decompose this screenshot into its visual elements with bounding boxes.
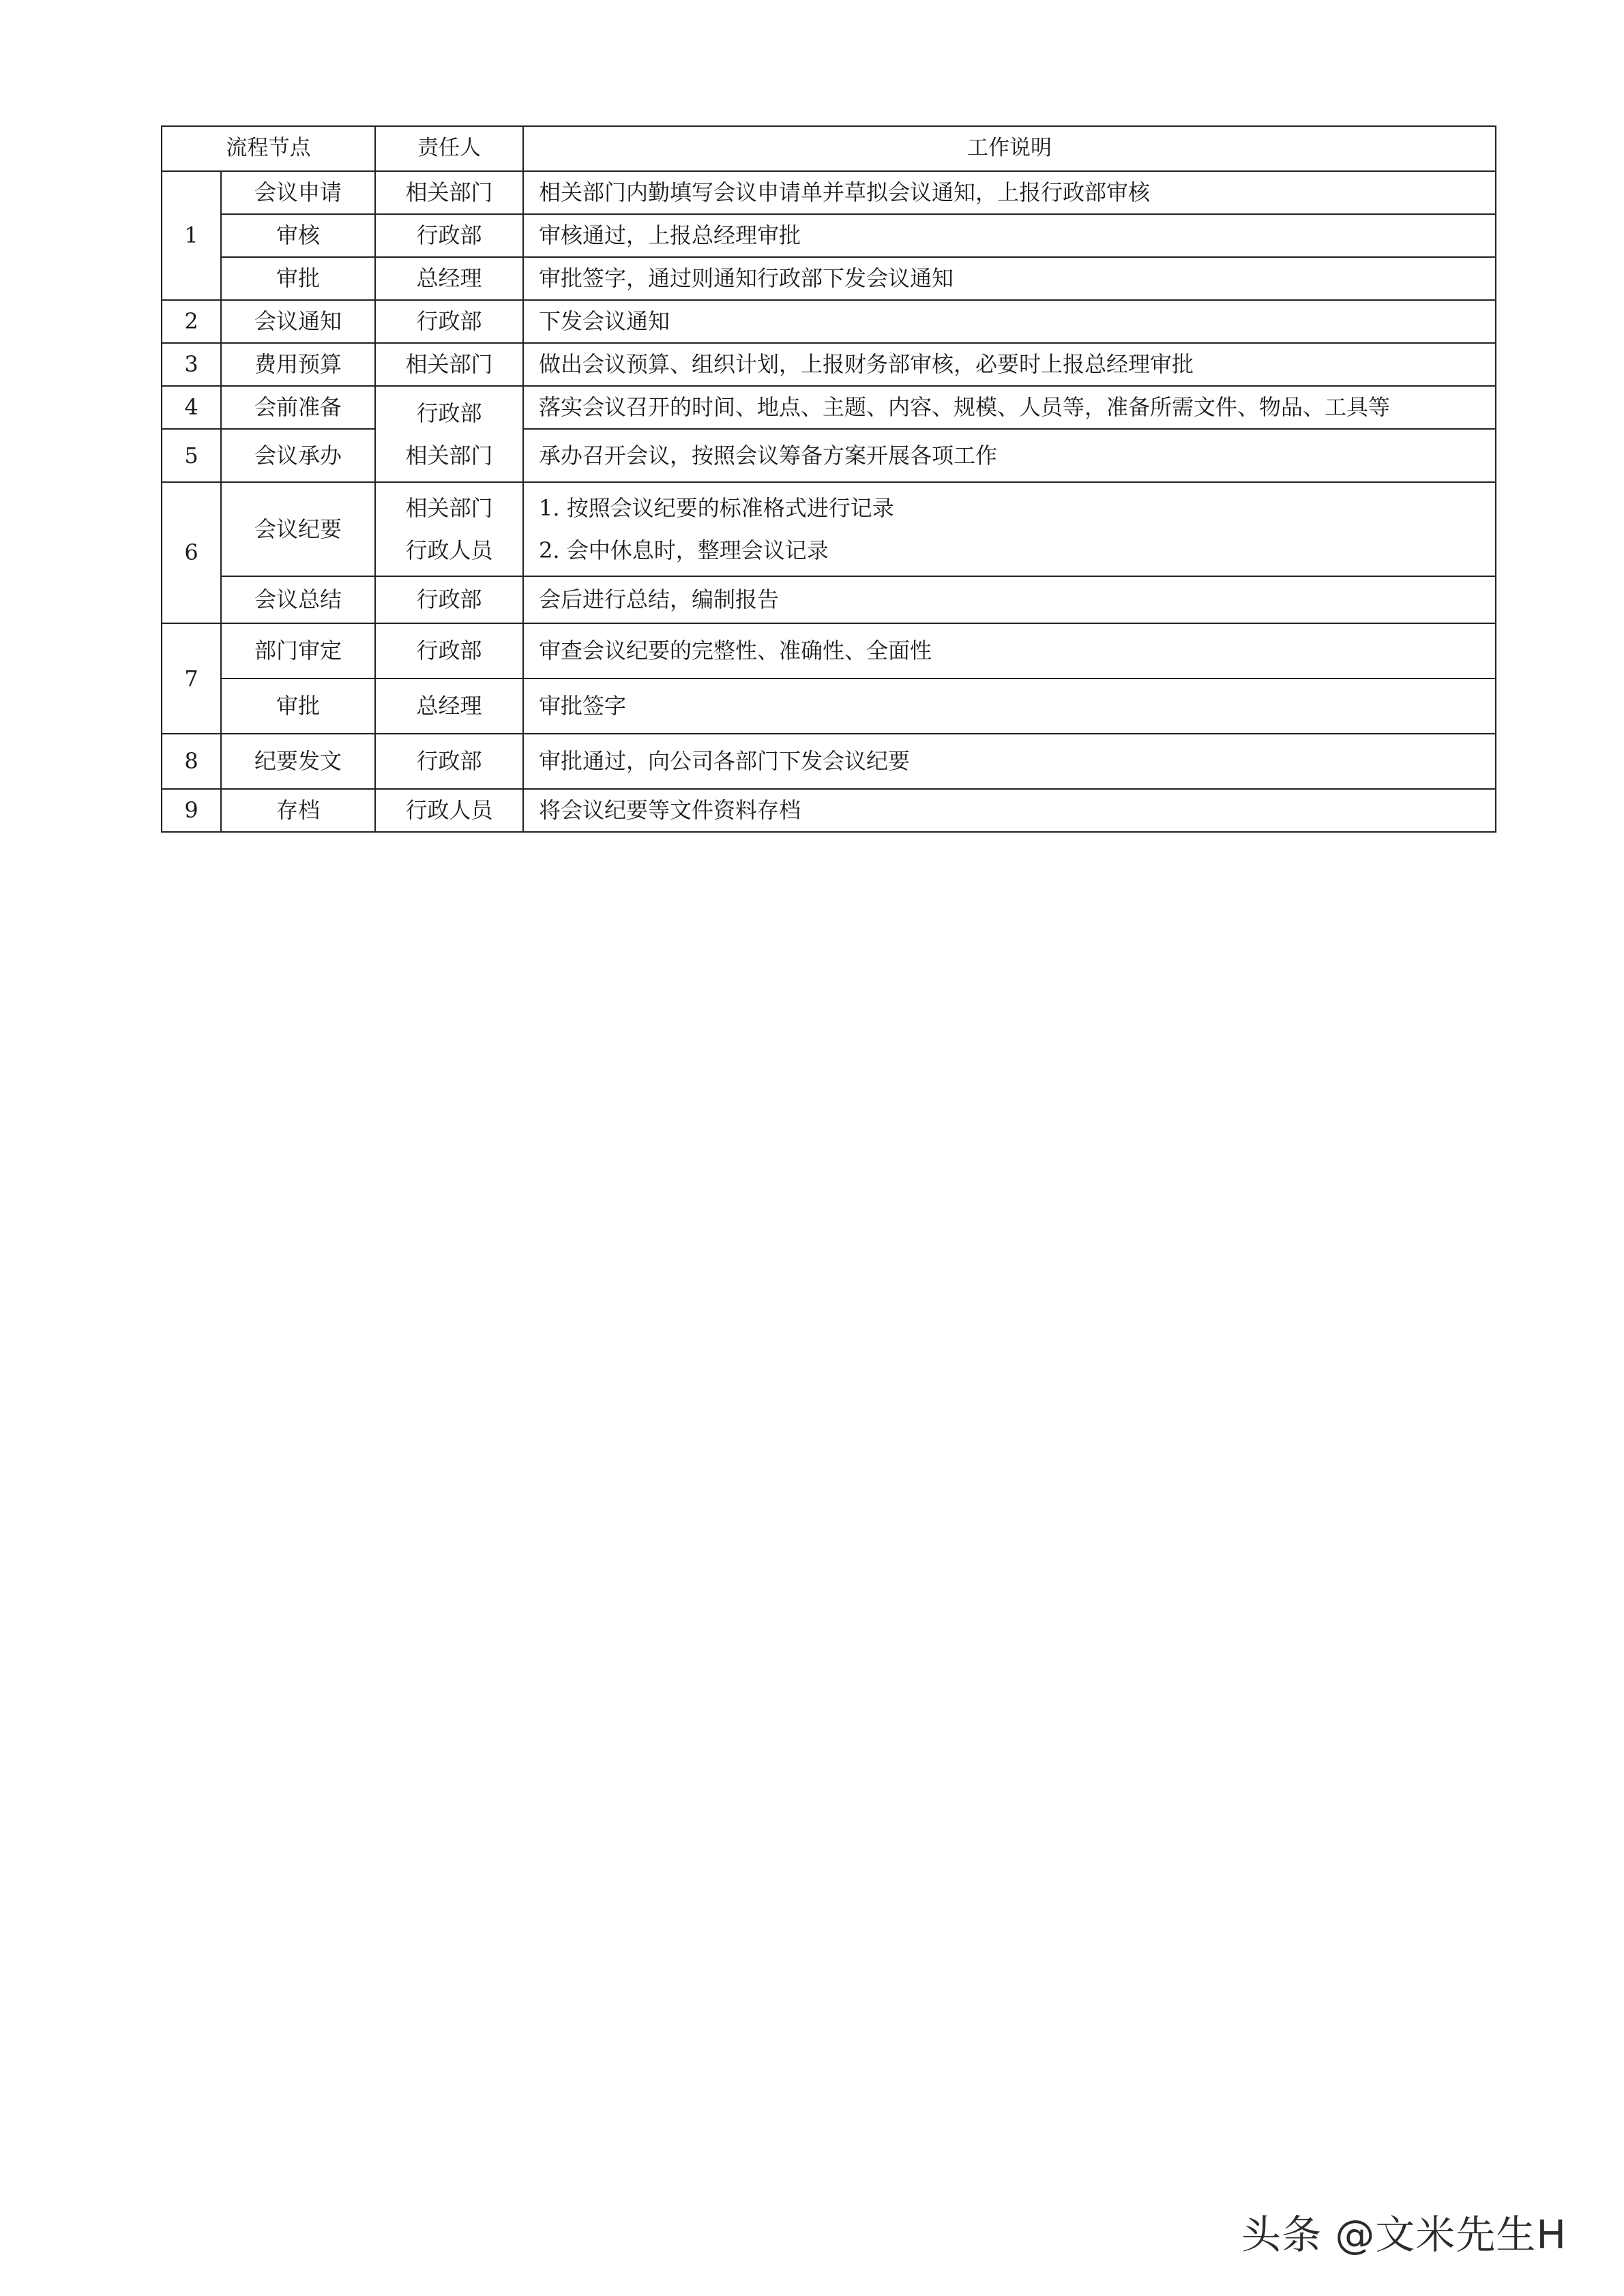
step-node: 会议总结 xyxy=(221,576,375,623)
step-number: 1 xyxy=(162,171,221,300)
step-number: 9 xyxy=(162,789,221,832)
step-owner: 行政部 xyxy=(375,300,523,343)
description-line: 1. 按照会议纪要的标准格式进行记录 xyxy=(539,495,894,521)
step-description: 审批签字 xyxy=(523,679,1496,734)
step-description: 审批通过，向公司各部门下发会议纪要 xyxy=(523,734,1496,789)
table-row xyxy=(162,789,1496,832)
step-number: 3 xyxy=(162,343,221,386)
step-owner: 相关部门 xyxy=(375,171,523,214)
header-owner: 责任人 xyxy=(375,126,523,171)
step-node: 审核 xyxy=(221,214,375,257)
step-node: 费用预算 xyxy=(221,343,375,386)
step-node: 会议申请 xyxy=(221,171,375,214)
shared-step-owner xyxy=(375,386,523,482)
step-description: 审查会议纪要的完整性、准确性、全面性 xyxy=(523,623,1496,679)
watermark: 头条 @文米先生H xyxy=(1241,2211,1567,2258)
step-number: 2 xyxy=(162,300,221,343)
step-number: 6 xyxy=(162,482,221,623)
table-row xyxy=(162,257,1496,300)
header-description: 工作说明 xyxy=(523,126,1496,171)
step-description: 会后进行总结，编制报告 xyxy=(523,576,1496,623)
step-node: 存档 xyxy=(221,789,375,832)
step-number: 4 xyxy=(162,386,221,429)
owner-line: 相关部门 xyxy=(405,442,493,468)
step-node: 纪要发文 xyxy=(221,734,375,789)
table-row xyxy=(162,343,1496,386)
step-owner xyxy=(375,482,523,576)
step-node: 审批 xyxy=(221,679,375,734)
step-description: 审核通过，上报总经理审批 xyxy=(523,214,1496,257)
header-process-node: 流程节点 xyxy=(162,126,375,171)
table-row xyxy=(162,576,1496,623)
step-owner: 行政部 xyxy=(375,734,523,789)
step-description: 承办召开会议，按照会议筹备方案开展各项工作 xyxy=(523,429,1496,482)
step-node: 会前准备 xyxy=(221,386,375,429)
table-row xyxy=(162,679,1496,734)
step-node: 会议通知 xyxy=(221,300,375,343)
step-description: 将会议纪要等文件资料存档 xyxy=(523,789,1496,832)
owner-line: 行政部 xyxy=(416,400,482,426)
description-line: 2. 会中休息时，整理会议记录 xyxy=(539,537,829,563)
table-header-row xyxy=(162,126,1496,171)
step-owner: 行政部 xyxy=(375,623,523,679)
step-description xyxy=(523,482,1496,576)
step-node: 审批 xyxy=(221,257,375,300)
table-row xyxy=(162,429,1496,482)
step-owner: 相关部门 xyxy=(375,343,523,386)
step-description: 审批签字，通过则通知行政部下发会议通知 xyxy=(523,257,1496,300)
table-row xyxy=(162,482,1496,576)
meeting-process-table xyxy=(161,125,1496,833)
step-owner: 总经理 xyxy=(375,679,523,734)
table-row xyxy=(162,623,1496,679)
step-owner: 行政部 xyxy=(375,576,523,623)
step-node: 会议纪要 xyxy=(221,482,375,576)
step-number: 5 xyxy=(162,429,221,482)
step-description: 相关部门内勤填写会议申请单并草拟会议通知，上报行政部审核 xyxy=(523,171,1496,214)
owner-line: 行政人员 xyxy=(405,537,493,563)
step-node: 部门审定 xyxy=(221,623,375,679)
step-description: 做出会议预算、组织计划，上报财务部审核，必要时上报总经理审批 xyxy=(523,343,1496,386)
table-row xyxy=(162,171,1496,214)
step-owner: 总经理 xyxy=(375,257,523,300)
table-row xyxy=(162,386,1496,429)
table-row xyxy=(162,734,1496,789)
step-owner: 行政部 xyxy=(375,214,523,257)
table-row xyxy=(162,300,1496,343)
step-description: 落实会议召开的时间、地点、主题、内容、规模、人员等，准备所需文件、物品、工具等 xyxy=(523,386,1496,429)
step-number: 7 xyxy=(162,623,221,734)
owner-line: 相关部门 xyxy=(405,495,493,521)
step-number: 8 xyxy=(162,734,221,789)
step-description: 下发会议通知 xyxy=(523,300,1496,343)
step-node: 会议承办 xyxy=(221,429,375,482)
table-row xyxy=(162,214,1496,257)
step-owner: 行政人员 xyxy=(375,789,523,832)
